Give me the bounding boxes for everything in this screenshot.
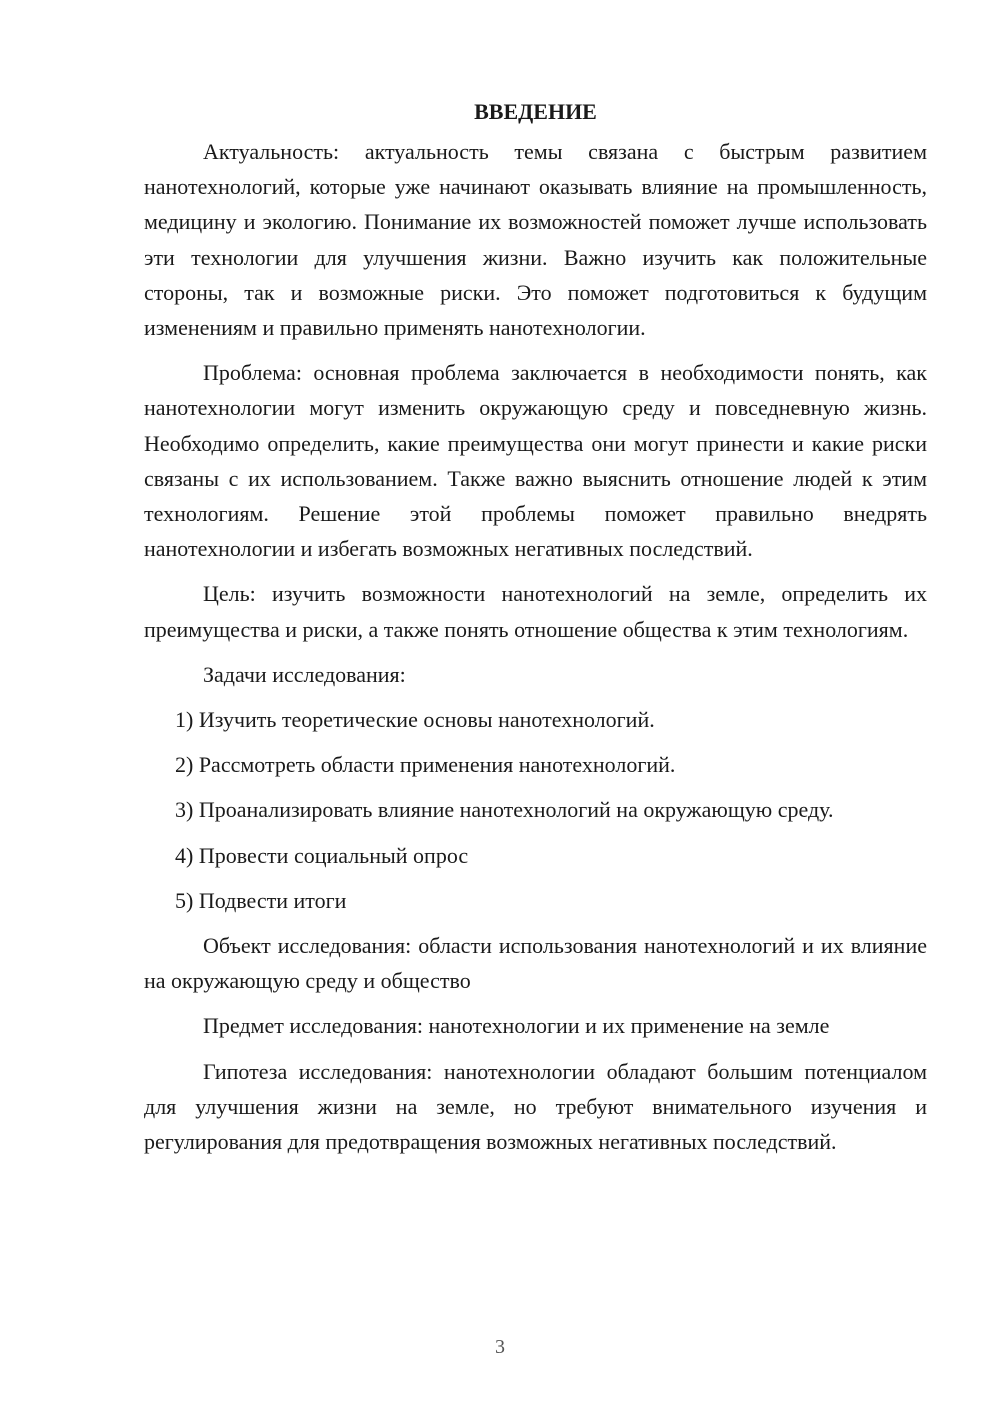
list-item: 5) Подвести итоги [175, 887, 347, 913]
object-paragraph: Объект исследования: области использования нанотехнологий и их влияние на окружающую среду и общество [144, 933, 927, 994]
page-number: 3 [495, 1336, 505, 1358]
relevance-paragraph: Актуальность: актуальность темы связана с быстрым развитием нанотехнологий, которые уже начинают оказывать влияние на промышленность, медицину и экологию. Понимание их возможностей поможет лучше использовать эти технологии для улучшения жизни. Важно изучить как положительные стороны, так и возможные риски. Это поможет подготовиться к будущим изменениям и правильно применять нанотехнологии. [144, 139, 927, 341]
list-item: 4) Провести социальный опрос [175, 842, 469, 868]
hypothesis-paragraph: Гипотеза исследования: нанотехнологии обладают большим потенциалом для улучшения жизни на земле, но требуют внимательного изучения и регулирования для предотвращения возможных негативных последствий. [144, 1058, 927, 1155]
list-item: 3) Проанализировать влияние нанотехнологий на окружающую среду. [175, 797, 834, 823]
section-title: ВВЕДЕНИЕ [474, 99, 597, 124]
list-item: 2) Рассмотреть области применения нанотехнологий. [175, 752, 676, 778]
page-content [144, 96, 927, 1169]
goal-paragraph: Цель: изучить возможности нанотехнологий на земле, определить их преимущества и риски, а также понять отношение общества к этим технологиям. [144, 581, 927, 642]
tasks-list [144, 702, 927, 918]
problem-paragraph: Проблема: основная проблема заключается в необходимости понять, как нанотехнологии могут изменить окружающую среду и повседневную жизнь. Необходимо определить, какие преимущества они могут принести и какие риски связаны с их использованием. Также важно выяснить отношение людей к этим технологиям. Решение этой проблемы поможет правильно внедрять нанотехнологии и избегать возможных негативных последствий. [144, 360, 927, 562]
tasks-heading: Задачи исследования: [203, 661, 406, 687]
subject-paragraph: Предмет исследования: нанотехнологии и их применение на земле [203, 1013, 830, 1039]
list-item: 1) Изучить теоретические основы нанотехнологий. [175, 707, 655, 733]
